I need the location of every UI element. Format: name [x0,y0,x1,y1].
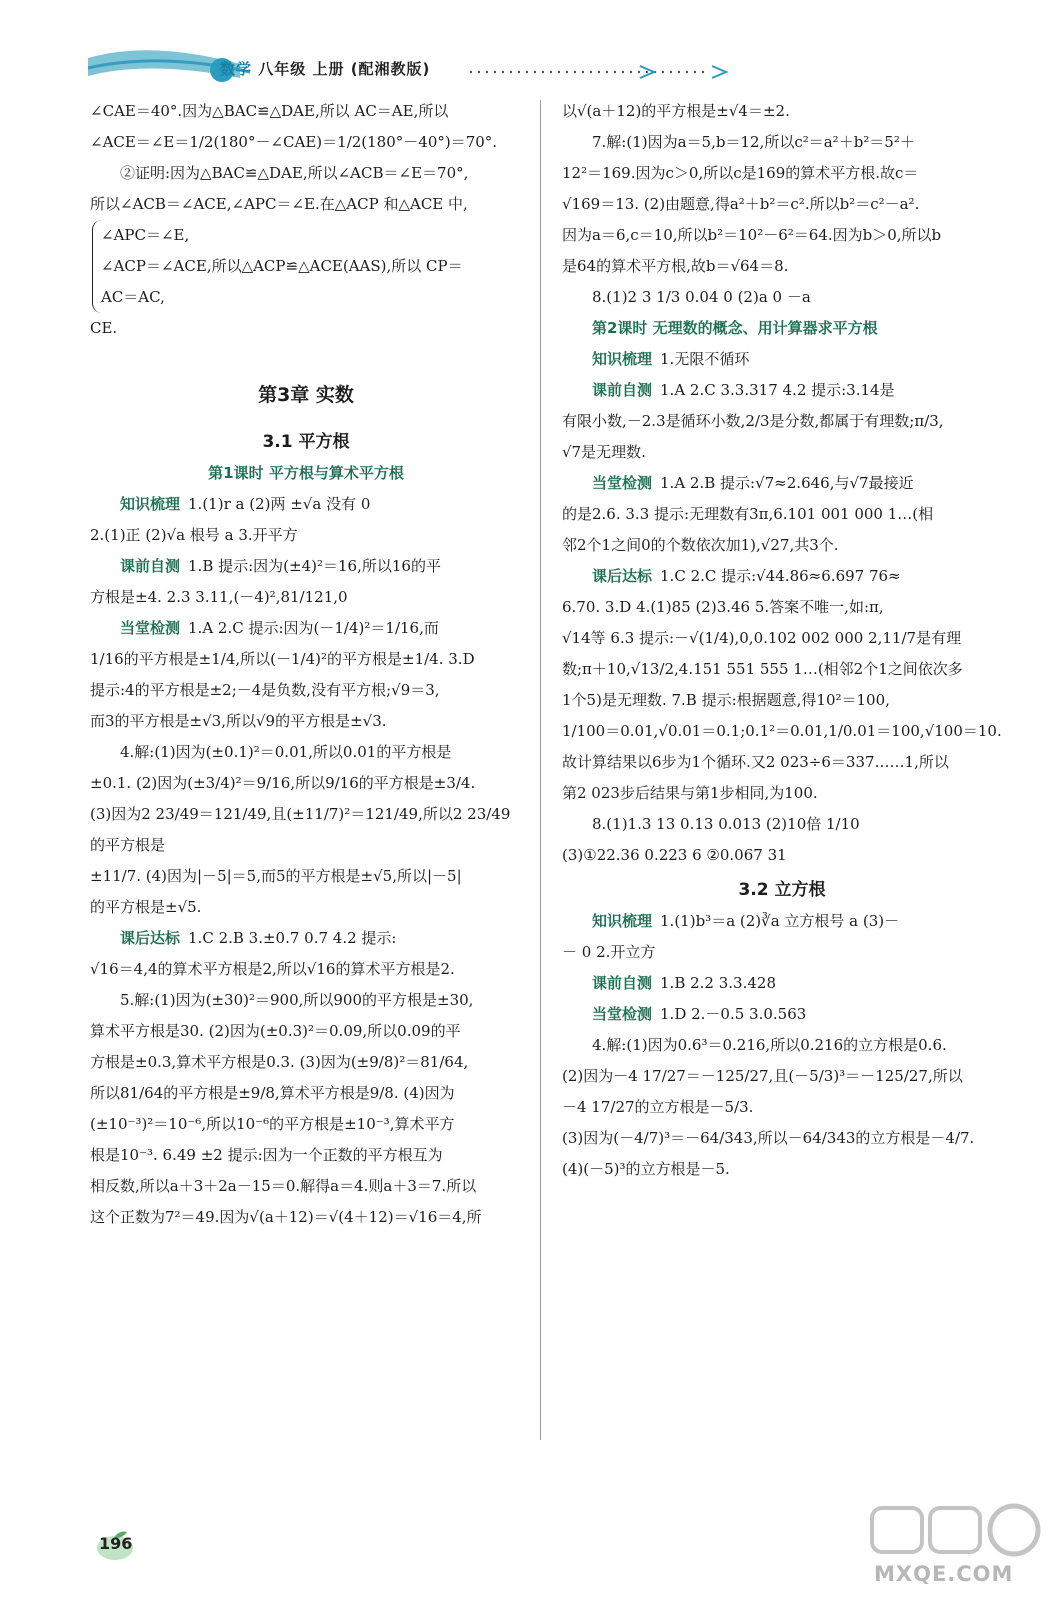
text-line: 所以∠ACB＝∠ACE,∠APC＝∠E.在△ACP 和△ACE 中, [90,195,468,213]
equation-brace [92,220,522,313]
watermark [868,1498,1048,1598]
text-line: 是64的算术平方根,故b＝√64＝8. [562,257,789,275]
text-line: 而3的平方根是±√3,所以√9的平方根是±√3. [90,712,387,730]
watermark-logo-icon [868,1498,1048,1562]
text-line: 因为a＝6,c＝10,所以b²＝10²－6²＝64.因为b＞0,所以b [562,226,942,244]
label-dangtang: 当堂检测 [120,619,181,637]
text-line: ②证明:因为△BAC≌△DAE,所以∠ACB＝∠E＝70°, [120,164,469,182]
label-zhishi: 知识梳理 [592,912,653,930]
answer-block: 课后达标 1.C 2.C 提示:√44.86≈6.697 76≈ [592,567,901,585]
text-line: √14等 6.3 提示:－√(1/4),0,0.102 002 000 2,11/7是有理 [562,629,962,647]
answer-block: 知识梳理 1.(1)b³＝a (2)∛a 立方根号 a (3)－ [592,912,900,930]
text-line: 1个5)是无理数. 7.B 提示:根据题意,得10²＝100, [562,691,890,709]
text-line: CE. [90,319,118,337]
text-line: 第2 023步后结果与第1步相同,为100. [562,784,818,802]
answer-block: 知识梳理 1.(1)r a (2)两 ±√a 没有 0 [120,495,371,513]
text-line: √169＝13. (2)由题意,得a²＋b²＝c².所以b²＝c²－a². [562,195,920,213]
answer-block: 课前自测 1.B 2.2 3.3.428 [592,974,776,992]
header-title: 八年级 上册 (配湘教版) [258,60,431,78]
answer-block: 课前自测 1.B 提示:因为(±4)²＝16,所以16的平 [120,557,441,575]
answer-block: 课前自测 1.A 2.C 3.3.317 4.2 提示:3.14是 [592,381,895,399]
label-zhishi: 知识梳理 [120,495,181,513]
text-line: － 0 2.开立方 [562,943,656,961]
text-line: ∠ACP＝∠ACE,所以△ACP≌△ACE(AAS),所以 CP＝ [101,257,463,275]
text-line: (±10⁻³)²＝10⁻⁶,所以10⁻⁶的平方根是±10⁻³,算术平方 [90,1115,455,1133]
text-line: (4)(－5)³的立方根是－5. [562,1160,730,1178]
text-line: 这个正数为7²＝49.因为√(a＋12)＝√(4＋12)＝√16＝4,所 [90,1208,482,1226]
label-keqian: 课前自测 [120,557,181,575]
watermark-text: MXQE.COM [874,1562,1014,1586]
text-line: (3)因为2 23/49＝121/49,且(±11/7)²＝121/49,所以2 23/49的平方根是 [90,805,511,854]
text-line: 故计算结果以6步为1个循环.又2 023÷6＝337……1,所以 [562,753,949,771]
text-line: 方根是±0.3,算术平方根是0.3. (3)因为(±9/8)²＝81/64, [90,1053,469,1071]
text-line: 6.70. 3.D 4.(1)85 (2)3.46 5.答案不唯一,如:π, [562,598,884,616]
answer-block: 当堂检测 1.D 2.－0.5 3.0.563 [592,1005,807,1023]
text-line: 4.解:(1)因为0.6³＝0.216,所以0.216的立方根是0.6. [592,1036,947,1054]
label-kehou: 课后达标 [120,929,181,947]
text-line: 12²＝169.因为c＞0,所以c是169的算术平方根.故c＝ [562,164,919,182]
label-dangtang: 当堂检测 [592,474,653,492]
text-line: 1/100＝0.01,√0.01＝0.1;0.1²＝0.01,1/0.01＝100,√100＝10. [562,722,1002,740]
text-line: (3)①22.36 0.223 6 ②0.067 31 [562,846,787,864]
lesson-title: 第1课时 平方根与算术平方根 [208,464,404,482]
section-title: 3.2 立方根 [738,880,826,900]
text-line: 相反数,所以a＋3＋2a－15＝0.解得a＝4.则a＋3＝7.所以 [90,1177,477,1195]
label-keqian: 课前自测 [592,974,653,992]
text-line: (3)因为(－4/7)³＝－64/343,所以－64/343的立方根是－4/7. [562,1129,975,1147]
text-line: 的平方根是±√5. [90,898,202,916]
text-line: 所以81/64的平方根是±9/8,算术平方根是9/8. (4)因为 [90,1084,455,1102]
column-divider [540,100,541,1440]
page-number [95,1528,135,1558]
text-line: 有限小数,－2.3是循环小数,2/3是分数,都属于有理数;π/3, [562,412,944,430]
text-line: ∠ACE＝∠E＝1/2(180°－∠CAE)＝1/2(180°－40°)＝70°. [90,133,498,151]
left-column [90,96,522,1233]
text-line: 的是2.6. 3.3 提示:无理数有3π,6.101 001 000 1…(相 [562,505,934,523]
text-line: 根是10⁻³. 6.49 ±2 提示:因为一个正数的平方根互为 [90,1146,443,1164]
answer-block: 当堂检测 1.A 2.B 提示:√7≈2.646,与√7最接近 [592,474,914,492]
text-line: ±11/7. (4)因为|－5|＝5,而5的平方根是±√5,所以|－5| [90,867,462,885]
text-line: AC＝AC, [101,288,165,306]
text-line: －4 17/27的立方根是－5/3. [562,1098,754,1116]
text-line: 7.解:(1)因为a＝5,b＝12,所以c²＝a²＋b²＝5²＋ [592,133,915,151]
text-line: 4.解:(1)因为(±0.1)²＝0.01,所以0.01的平方根是 [120,743,452,761]
label-keqian: 课前自测 [592,381,653,399]
label-kehou: 课后达标 [592,567,653,585]
chapter-title: 第3章 实数 [258,384,354,406]
text-line: (2)因为－4 17/27＝－125/27,且(－5/3)³＝－125/27,所以 [562,1067,963,1085]
header-subject: 数学 [220,60,253,78]
text-line: ±0.1. (2)因为(±3/4)²＝9/16,所以9/16的平方根是±3/4. [90,774,476,792]
page-header [0,0,1063,100]
text-line: 1/16的平方根是±1/4,所以(－1/4)²的平方根是±1/4. 3.D [90,650,475,668]
text-line: 以√(a＋12)的平方根是±√4＝±2. [562,102,790,120]
answer-block: 课后达标 1.C 2.B 3.±0.7 0.7 4.2 提示: [120,929,397,947]
text-line: 提示:4的平方根是±2;－4是负数,没有平方根;√9＝3, [90,681,440,699]
text-line: 8.(1)1.3 13 0.13 0.013 (2)10倍 1/10 [592,815,860,833]
text-line: 方根是±4. 2.3 3.11,(－4)²,81/121,0 [90,588,348,606]
answer-block: 知识梳理 1.无限不循环 [592,350,750,368]
right-column [562,96,1002,1185]
page-number-text: 196 [99,1534,133,1553]
text-line: ∠CAE＝40°.因为△BAC≌△DAE,所以 AC＝AE,所以 [90,102,449,120]
text-line: 数;π＋10,√13/2,4.151 551 555 1…(相邻2个1之间依次多 [562,660,963,678]
answer-block: 当堂检测 1.A 2.C 提示:因为(－1/4)²＝1/16,而 [120,619,439,637]
text-line: √7是无理数. [562,443,646,461]
text-line: 邻2个1之间0的个数依次加1),√27,共3个. [562,536,839,554]
header-swoosh [0,0,1063,100]
text-line: 2.(1)正 (2)√a 根号 a 3.开平方 [90,526,298,544]
section-title: 3.1 平方根 [262,432,350,452]
text-line: 5.解:(1)因为(±30)²＝900,所以900的平方根是±30, [120,991,474,1009]
label-dangtang: 当堂检测 [592,1005,653,1023]
text-line: ∠APC＝∠E, [101,226,190,244]
label-zhishi: 知识梳理 [592,350,653,368]
text-line: √16＝4,4的算术平方根是2,所以√16的算术平方根是2. [90,960,455,978]
text-line: 算术平方根是30. (2)因为(±0.3)²＝0.09,所以0.09的平 [90,1022,461,1040]
text-line: 8.(1)2 3 1/3 0.04 0 (2)a 0 －a [592,288,811,306]
lesson-title: 第2课时 无理数的概念、用计算器求平方根 [592,319,878,337]
